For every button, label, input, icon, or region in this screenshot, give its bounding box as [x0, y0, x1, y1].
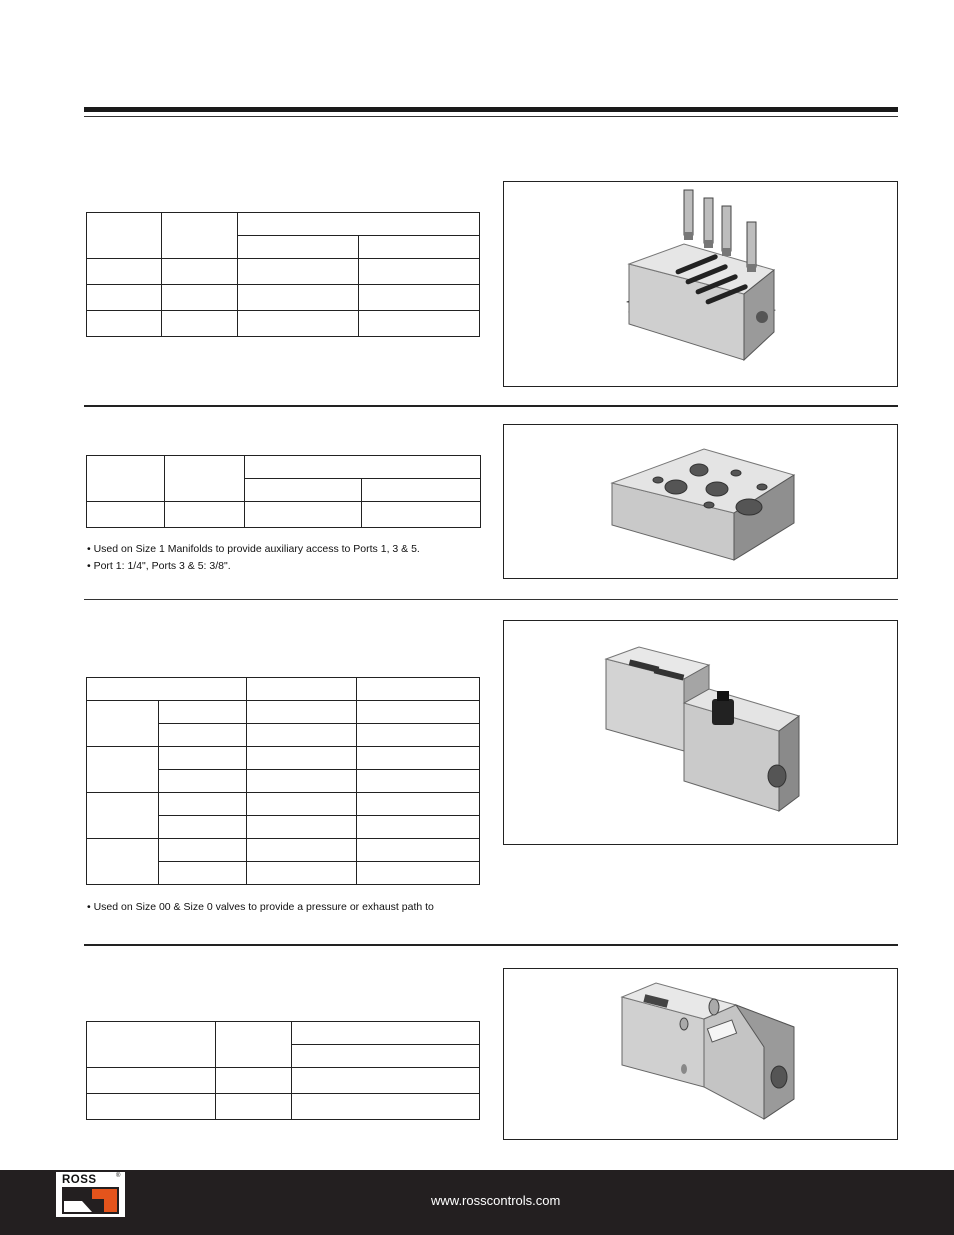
table-row: [87, 213, 480, 236]
table-row: [87, 456, 481, 479]
spec-table-4: [86, 1021, 480, 1120]
table-cell: [216, 1022, 292, 1068]
table-cell: [247, 747, 357, 770]
table-cell: [87, 502, 165, 528]
table-cell: [362, 502, 481, 528]
table-cell: [87, 747, 159, 793]
table-cell: [159, 701, 247, 724]
table-row: [87, 1094, 480, 1120]
table-cell: [159, 862, 247, 885]
section-divider: [84, 599, 898, 600]
logo-wordmark: ROSS: [62, 1174, 97, 1186]
table-cell: [238, 236, 359, 259]
table-cell: [238, 285, 359, 311]
manifold-base-with-studs-icon: [504, 182, 896, 385]
table-cell: [357, 724, 480, 747]
table-cell: [357, 816, 480, 839]
table-cell: [216, 1068, 292, 1094]
table-row: [87, 839, 480, 862]
table-cell: [362, 479, 481, 502]
table-cell: [87, 1068, 216, 1094]
table-row: [87, 285, 480, 311]
note-line: • Used on Size 1 Manifolds to provide auxiliary access to Ports 1, 3 & 5.: [87, 543, 420, 555]
table-cell: [247, 701, 357, 724]
table-cell: [247, 839, 357, 862]
table-cell: [357, 770, 480, 793]
note-line: • Used on Size 00 & Size 0 valves to provide a pressure or exhaust path to: [87, 901, 434, 913]
logo-registered-mark: ®: [116, 1173, 121, 1179]
table-cell: [162, 213, 238, 259]
table-cell: [247, 724, 357, 747]
table-cell: [238, 259, 359, 285]
table-cell: [162, 311, 238, 337]
table-cell: [165, 456, 245, 502]
table-cell: [87, 1022, 216, 1068]
table-cell: [162, 259, 238, 285]
table-cell: [87, 285, 162, 311]
table-cell: [159, 770, 247, 793]
table-row: [87, 701, 480, 724]
table-cell: [87, 678, 247, 701]
product-photo-1: [503, 181, 898, 387]
notes-section-2: [87, 541, 420, 575]
table-cell: [87, 701, 159, 747]
table-cell: [247, 816, 357, 839]
table-row: [87, 311, 480, 337]
spec-table-1: [86, 212, 480, 337]
spec-table-2: [86, 455, 481, 528]
note-line: • Port 1: 1/4", Ports 3 & 5: 3/8".: [87, 560, 231, 572]
product-photo-2: [503, 424, 898, 579]
table-cell: [247, 770, 357, 793]
table-cell: [245, 456, 481, 479]
table-cell: [162, 285, 238, 311]
table-cell: [216, 1094, 292, 1120]
table-cell: [357, 678, 480, 701]
table-cell: [87, 213, 162, 259]
table-cell: [247, 793, 357, 816]
table-cell: [159, 747, 247, 770]
website-link[interactable]: www.rosscontrols.com: [431, 1193, 561, 1208]
table-row: [87, 1068, 480, 1094]
table-cell: [292, 1022, 480, 1045]
table-cell: [247, 862, 357, 885]
table-cell: [238, 311, 359, 337]
ross-logo-icon[interactable]: [56, 1172, 125, 1217]
table-cell: [159, 816, 247, 839]
table-cell: [357, 701, 480, 724]
valve-adapter-block-icon: [504, 621, 896, 843]
table-cell: [238, 213, 480, 236]
notes-section-3: [87, 899, 434, 916]
table-row: [87, 747, 480, 770]
table-cell: [359, 285, 480, 311]
table-cell: [359, 236, 480, 259]
table-row: [87, 502, 481, 528]
table-cell: [159, 724, 247, 747]
table-row: [87, 259, 480, 285]
header-rule-thin: [84, 116, 898, 117]
table-row: [87, 678, 480, 701]
table-cell: [87, 456, 165, 502]
table-cell: [87, 259, 162, 285]
table-cell: [247, 678, 357, 701]
header-rule-thick: [84, 107, 898, 112]
table-cell: [292, 1045, 480, 1068]
section-divider: [84, 944, 898, 946]
auxiliary-port-block-icon: [504, 425, 896, 577]
table-cell: [292, 1094, 480, 1120]
table-cell: [357, 747, 480, 770]
table-cell: [87, 311, 162, 337]
table-cell: [245, 502, 362, 528]
table-cell: [159, 839, 247, 862]
table-cell: [245, 479, 362, 502]
table-cell: [359, 259, 480, 285]
table-row: [87, 793, 480, 816]
table-cell: [87, 793, 159, 839]
product-photo-3: [503, 620, 898, 845]
table-cell: [159, 793, 247, 816]
table-row: [87, 1022, 480, 1045]
section-divider: [84, 405, 898, 407]
table-cell: [165, 502, 245, 528]
table-cell: [292, 1068, 480, 1094]
logo-emblem-icon: [62, 1187, 119, 1214]
table-cell: [359, 311, 480, 337]
table-cell: [87, 1094, 216, 1120]
table-cell: [357, 793, 480, 816]
spec-table-3: [86, 677, 480, 885]
table-cell: [357, 839, 480, 862]
table-cell: [87, 839, 159, 885]
sub-base-with-gasket-icon: [504, 969, 896, 1138]
product-photo-4: [503, 968, 898, 1140]
table-cell: [357, 862, 480, 885]
